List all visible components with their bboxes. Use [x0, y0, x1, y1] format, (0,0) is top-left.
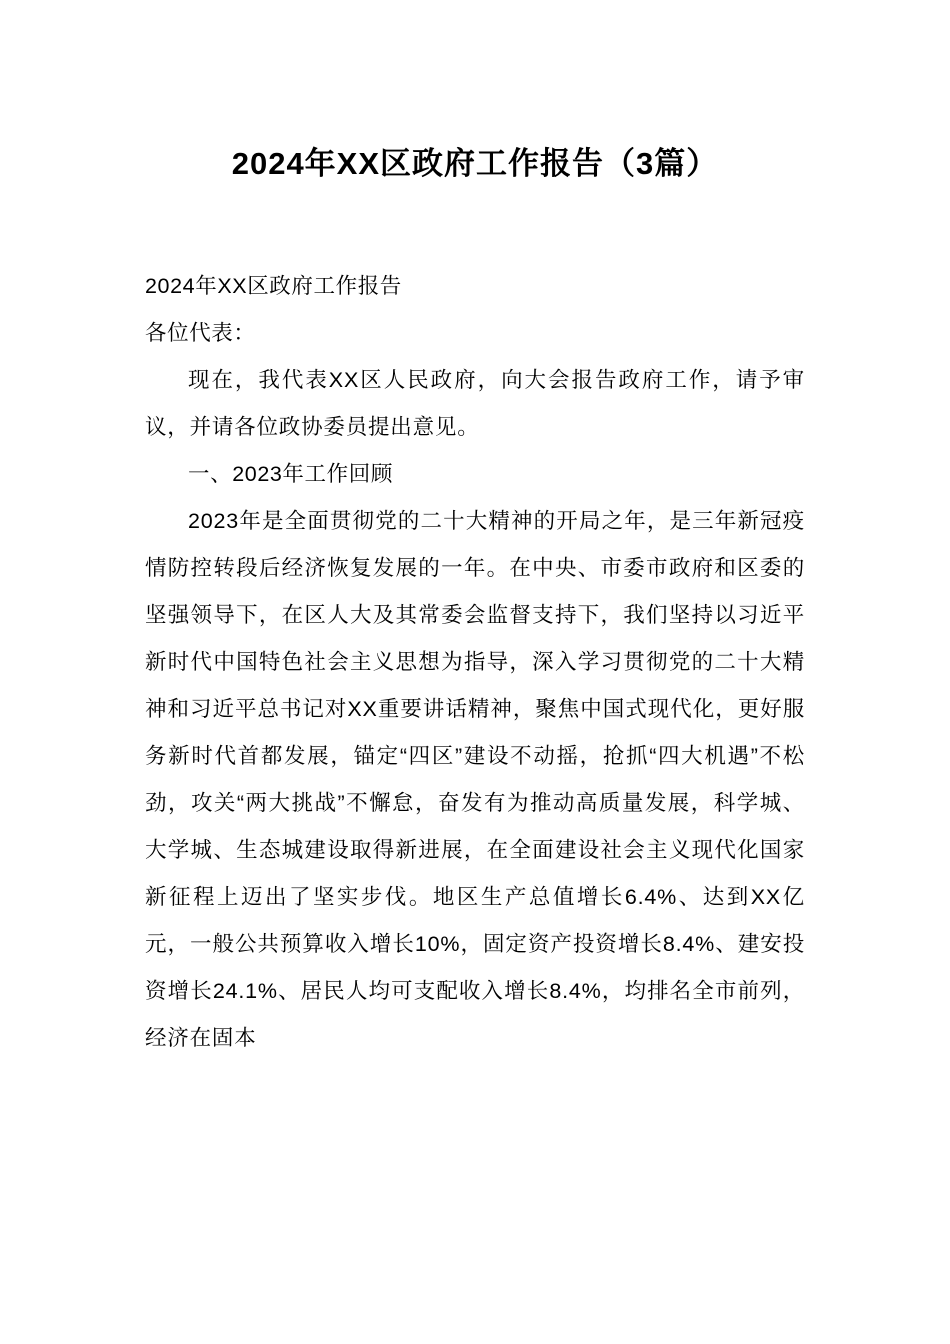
- salutation-line: 各位代表：: [145, 321, 256, 346]
- report-heading-line: 2024年XX区政府工作报告: [145, 274, 402, 299]
- page-title: 2024年XX区政府工作报告（3篇）: [231, 146, 719, 181]
- document-body: [145, 263, 805, 1062]
- section-heading: 一、2023年工作回顾: [188, 462, 393, 487]
- intro-paragraph: 现在，我代表XX区人民政府，向大会报告政府工作，请予审议，并请各位政协委员提出意见。: [145, 368, 805, 440]
- section-paragraph: 2023年是全面贯彻党的二十大精神的开局之年，是三年新冠疫情防控转段后经济恢复发展的一年。在中央、市委市政府和区委的坚强领导下，在区人大及其常委会监督支持下，我们坚持以习近平新时代中国特色社会主义思想为指导，深入学习贯彻党的二十大精神和习近平总书记对XX重要讲话精神，聚焦中国式现代化，更好服务新时代首都发展，锚定“四区”建设不动摇，抢抓“四大机遇”不松劲，攻关“两大挑战”不懈怠，奋发有为推动高质量发展，科学城、大学城、生态城建设取得新进展，在全面建设社会主义现代化国家新征程上迈出了坚实步伐。地区生产总值增长6.4%、达到XX亿元，一般公共预算收入增长10%，固定资产投资增长8.4%、建安投资增长24.1%、居民人均可支配收入增长8.4%，均排名全市前列，经济在固本: [145, 509, 805, 1051]
